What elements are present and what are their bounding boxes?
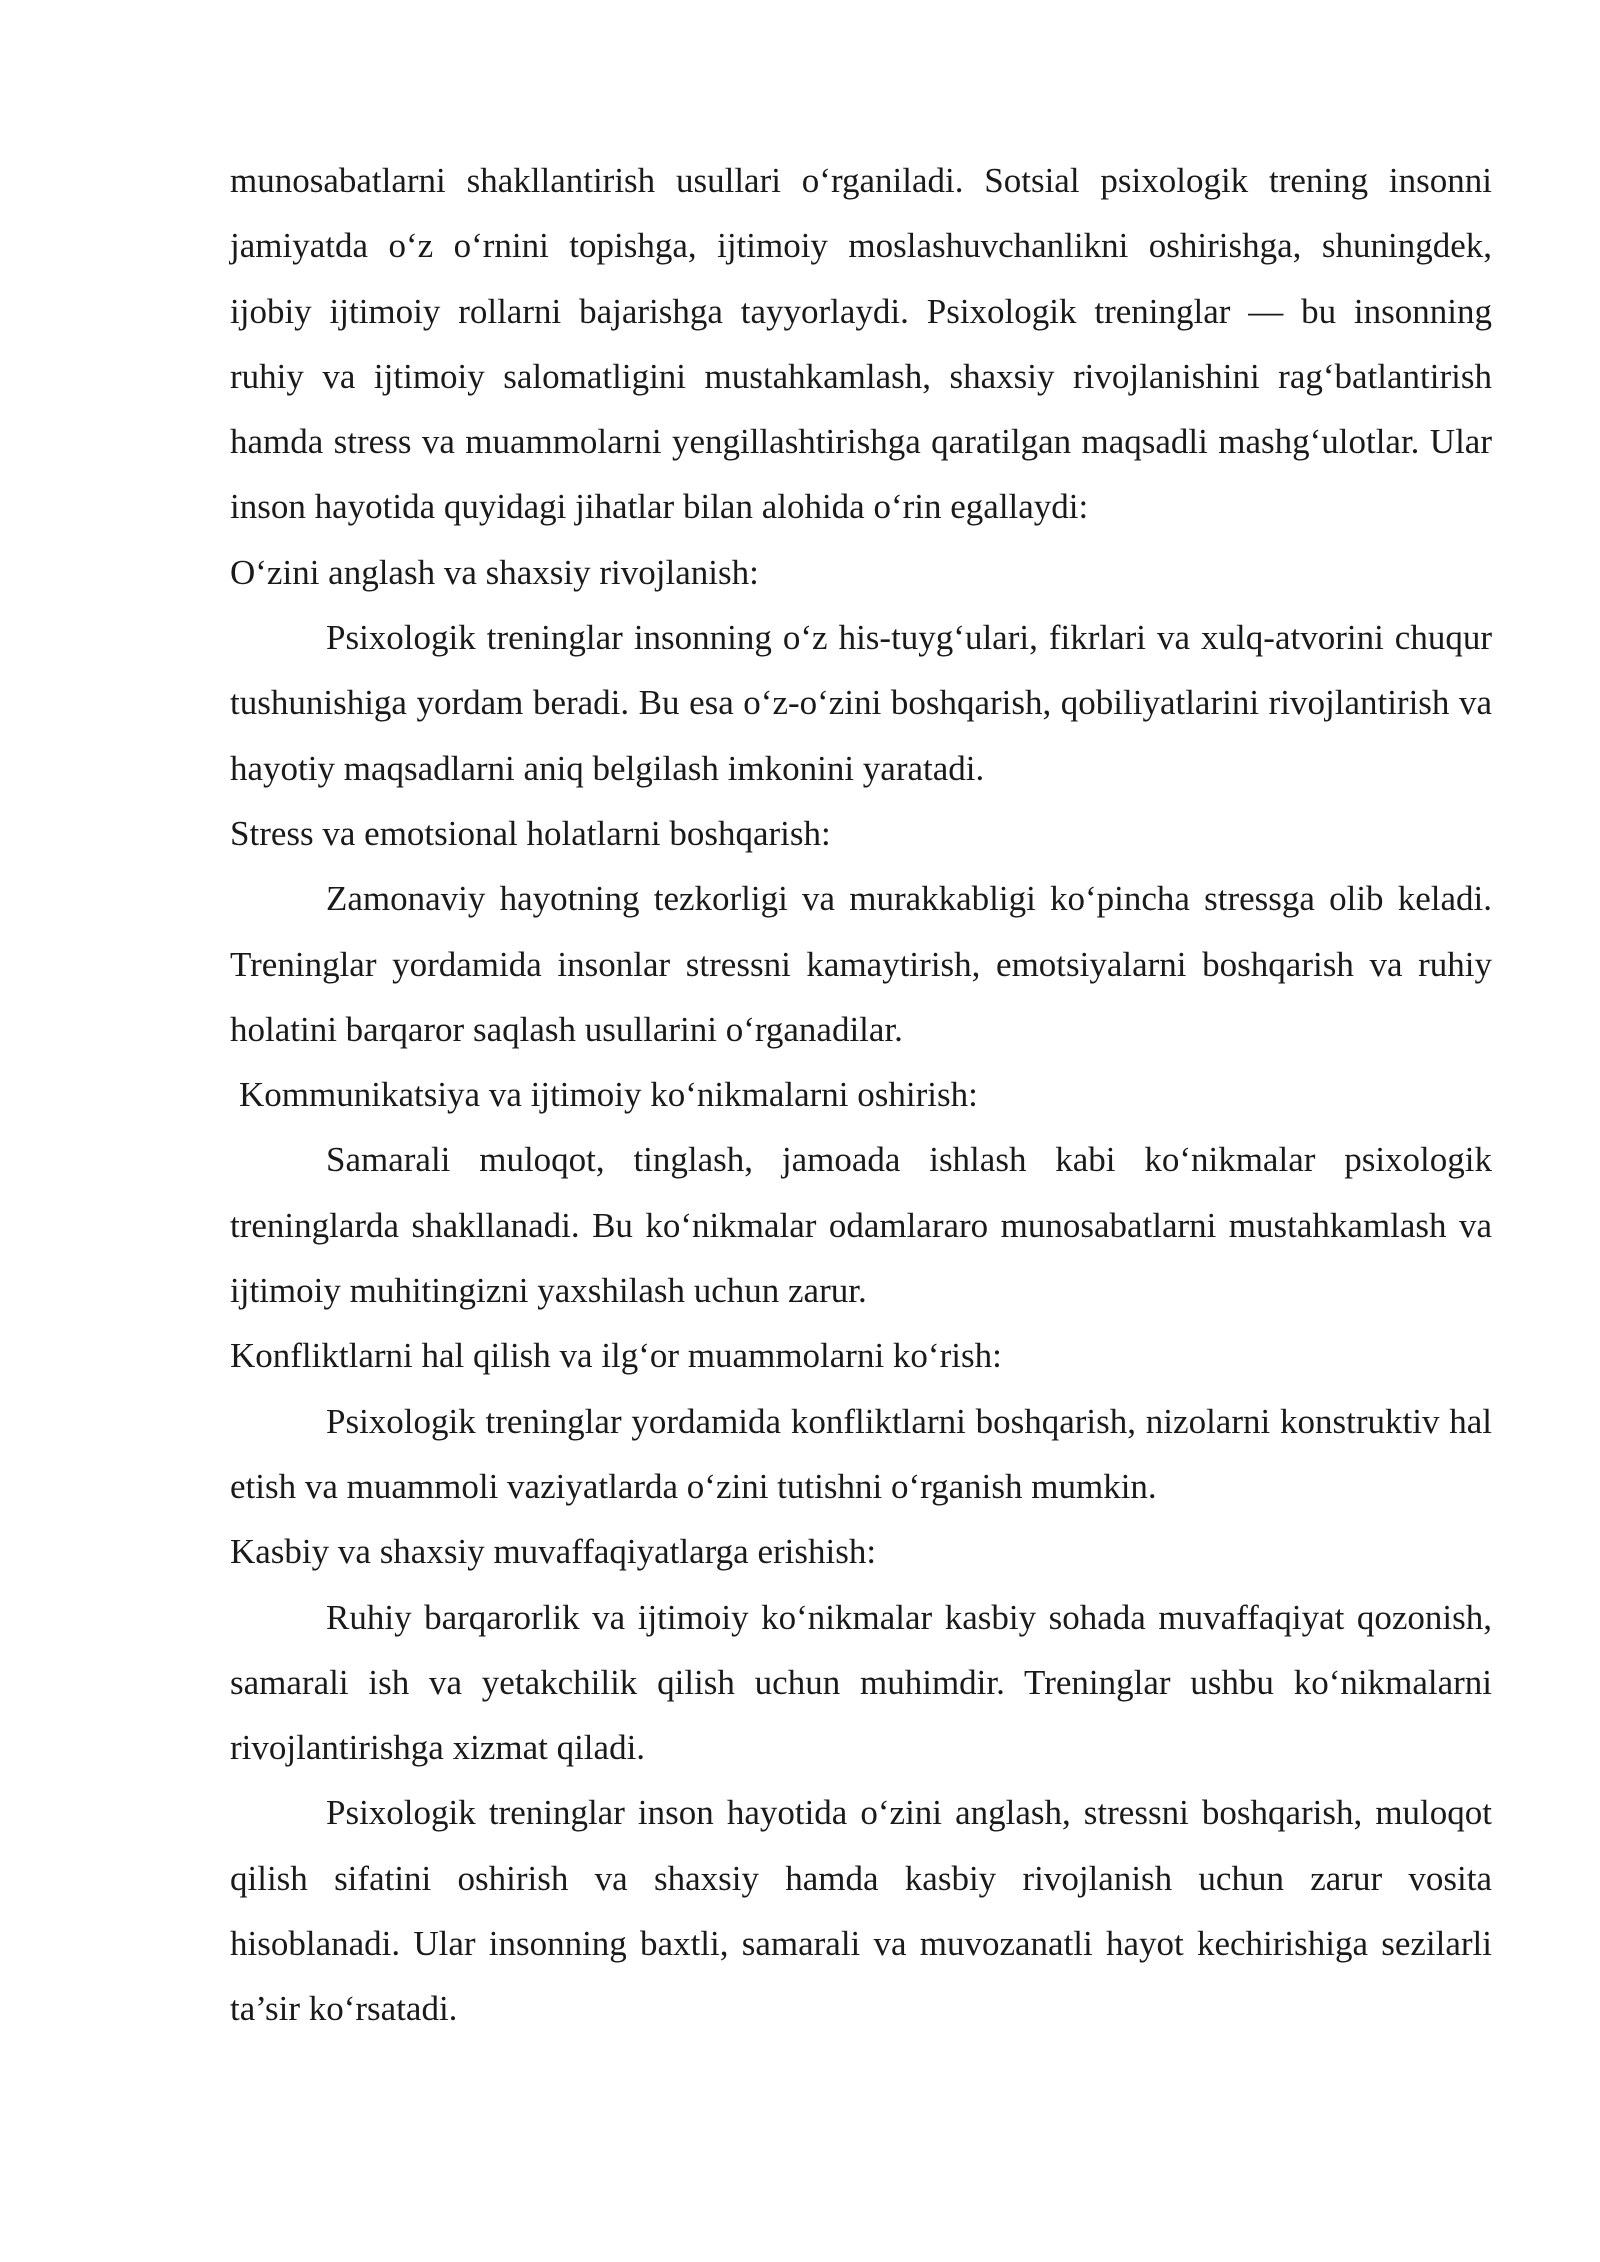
section-heading-success: Kasbiy va shaxsiy muvaffaqiyatlarga erishish: <box>230 1532 877 1572</box>
conclusion-paragraph: Psixologik treninglar inson hayotida o‘zini anglash, stressni boshqarish, muloqot qilish sifatini oshirish va shaxsiy hamda kasbiy rivojlanish uchun zarur vosita hisoblanadi. Ular insonning baxtli, samarali va muvozanatli hayot kechirishiga sezilarli ta’sir ko‘rsatadi. <box>230 1793 1492 2029</box>
section-paragraph-stress: Zamonaviy hayotning tezkorligi va murakkabligi ko‘pincha stressga olib keladi. Treninglar yordamida insonlar stressni kamaytirish, emotsiyalarni boshqarish va ruhiy holatini barqaror saqlash usullarini o‘rganadilar. <box>230 879 1492 1049</box>
section-heading-communication: Kommunikatsiya va ijtimoiy ko‘nikmalarni oshirish: <box>239 1075 978 1115</box>
section-paragraph-conflicts: Psixologik treninglar yordamida konfliktlarni boshqarish, nizolarni konstruktiv hal etish va muammoli vaziyatlarda o‘zini tutishni o‘rganish mumkin. <box>230 1401 1492 1506</box>
section-heading-stress: Stress va emotsional holatlarni boshqarish: <box>230 813 831 853</box>
section-heading-self-awareness: O‘zini anglash va shaxsiy rivojlanish: <box>230 552 759 592</box>
section-paragraph-communication: Samarali muloqot, tinglash, jamoada ishlash kabi ko‘nikmalar psixologik treninglarda shakllanadi. Bu ko‘nikmalar odamlararo munosabatlarni mustahkamlash va ijtimoiy muhitingizni yaxshilash uchun zarur. <box>230 1140 1492 1311</box>
section-paragraph-success: Ruhiy barqarorlik va ijtimoiy ko‘nikmalar kasbiy sohada muvaffaqiyat qozonish, samarali ish va yetakchilik qilish uchun muhimdir. Treninglar ushbu ko‘nikmalarni rivojlantirishga xizmat qiladi. <box>230 1597 1492 1768</box>
document-page <box>230 148 1492 2042</box>
section-heading-conflicts: Konfliktlarni hal qilish va ilg‘or muammolarni ko‘rish: <box>230 1336 1002 1376</box>
intro-paragraph: munosabatlarni shakllantirish usullari o‘rganiladi. Sotsial psixologik trening insonni jamiyatda o‘z o‘rnini topishga, ijtimoiy moslashuvchanlikni oshirishga, shuningdek, ijobiy ijtimoiy rollarni bajarishga tayyorlaydi. Psixologik treninglar — bu insonning ruhiy va ijtimoiy salomatligini mustahkamlash, shaxsiy rivojlanishini rag‘batlantirish hamda stress va muammolarni yengillashtirishga qaratilgan maqsadli mashg‘ulotlar. Ular inson hayotida quyidagi jihatlar bilan alohida o‘rin egallaydi: <box>230 161 1492 527</box>
section-paragraph-self-awareness: Psixologik treninglar insonning o‘z his-tuyg‘ulari, fikrlari va xulq-atvorini chuqur tushunishiga yordam beradi. Bu esa o‘z-o‘zini boshqarish, qobiliyatlarini rivojlantirish va hayotiy maqsadlarni aniq belgilash imkonini yaratadi. <box>230 618 1492 788</box>
